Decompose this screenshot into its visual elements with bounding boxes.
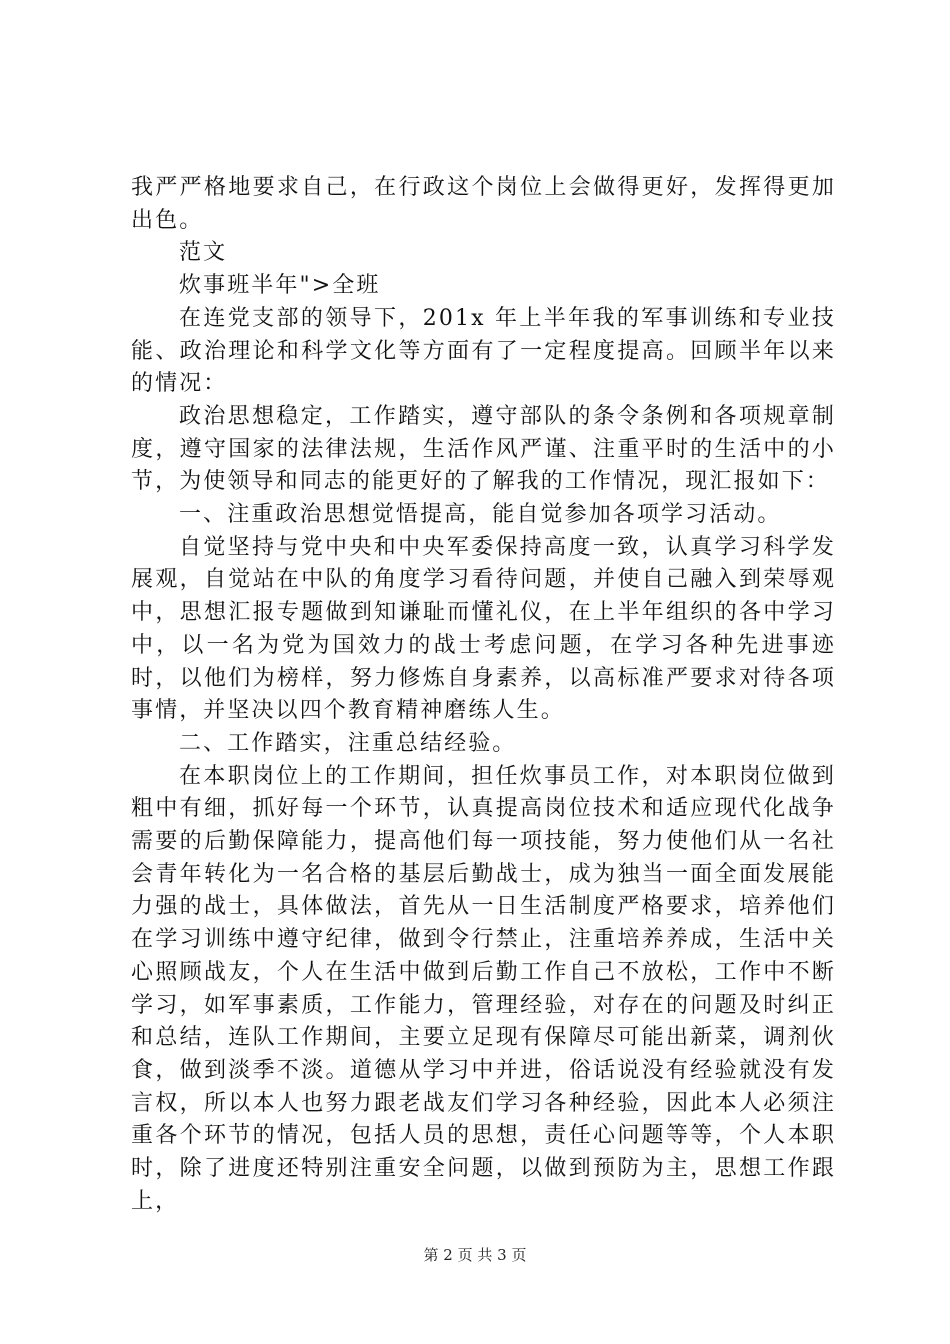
page-footer: 第 2 页 共 3 页 [423, 1246, 527, 1264]
paragraph: 我严严格地要求自己，在行政这个岗位上会做得更好，发挥得更加出色。 [131, 175, 836, 233]
paragraph: 政治思想稳定，工作踏实，遵守部队的条令条例和各项规章制度，遵守国家的法律法规，生活作风严谨、注重平时的生活中的小节，为使领导和同志的能更好的了解我的工作情况，现汇报如下： [131, 403, 836, 495]
paragraph: 自觉坚持与党中央和中央军委保持高度一致，认真学习科学发展观，自觉站在中队的角度学习看待问题，并使自己融入到荣辱观中，思想汇报专题做到知谦耻而懂礼仪，在上半年组织的各中学习中，以一名为党为国效力的战士考虑问题，在学习各种先进事迹时，以他们为榜样，努力修炼自身素养，以高标准严要求对待各项事情，并坚决以四个教育精神磨练人生。 [131, 534, 836, 724]
paragraph: 范文 [179, 240, 228, 266]
section-heading: 一、注重政治思想觉悟提高，能自觉参加各项学习活动。 [179, 502, 782, 528]
section-heading: 二、工作踏实，注重总结经验。 [179, 730, 517, 756]
paragraph: 炊事班半年">全班 [179, 273, 381, 299]
paragraph: 在本职岗位上的工作期间，担任炊事员工作，对本职岗位做到粗中有细，抓好每一个环节，认真提高岗位技术和适应现代化战争需要的后勤保障能力，提高他们每一项技能，努力使他们从一名社会青年转化为一名合格的基层后勤战士，成为独当一面全面发展能力强的战士，具体做法，首先从一日生活制度严格要求，培养他们在学习训练中遵守纪律，做到令行禁止，注重培养养成，生活中关心照顾战友，个人在生活中做到后勤工作自己不放松，工作中不断学习，如军事素质，工作能力，管理经验，对存在的问题及时纠正和总结，连队工作期间，主要立足现有保障尽可能出新菜，调剂伙食，做到淡季不淡。道德从学习中并进，俗话说没有经验就没有发言权，所以本人也努力跟老战友们学习各种经验，因此本人必须注重各个环节的情况，包括人员的思想，责任心问题等等，个人本职时，除了进度还特别注重安全问题，以做到预防为主，思想工作跟上， [131, 763, 836, 1214]
paragraph: 在连党支部的领导下，201x 年上半年我的军事训练和专业技能、政治理论和科学文化等方面有了一定程度提高。回顾半年以来的情况： [131, 305, 836, 397]
document-body [131, 172, 836, 1219]
